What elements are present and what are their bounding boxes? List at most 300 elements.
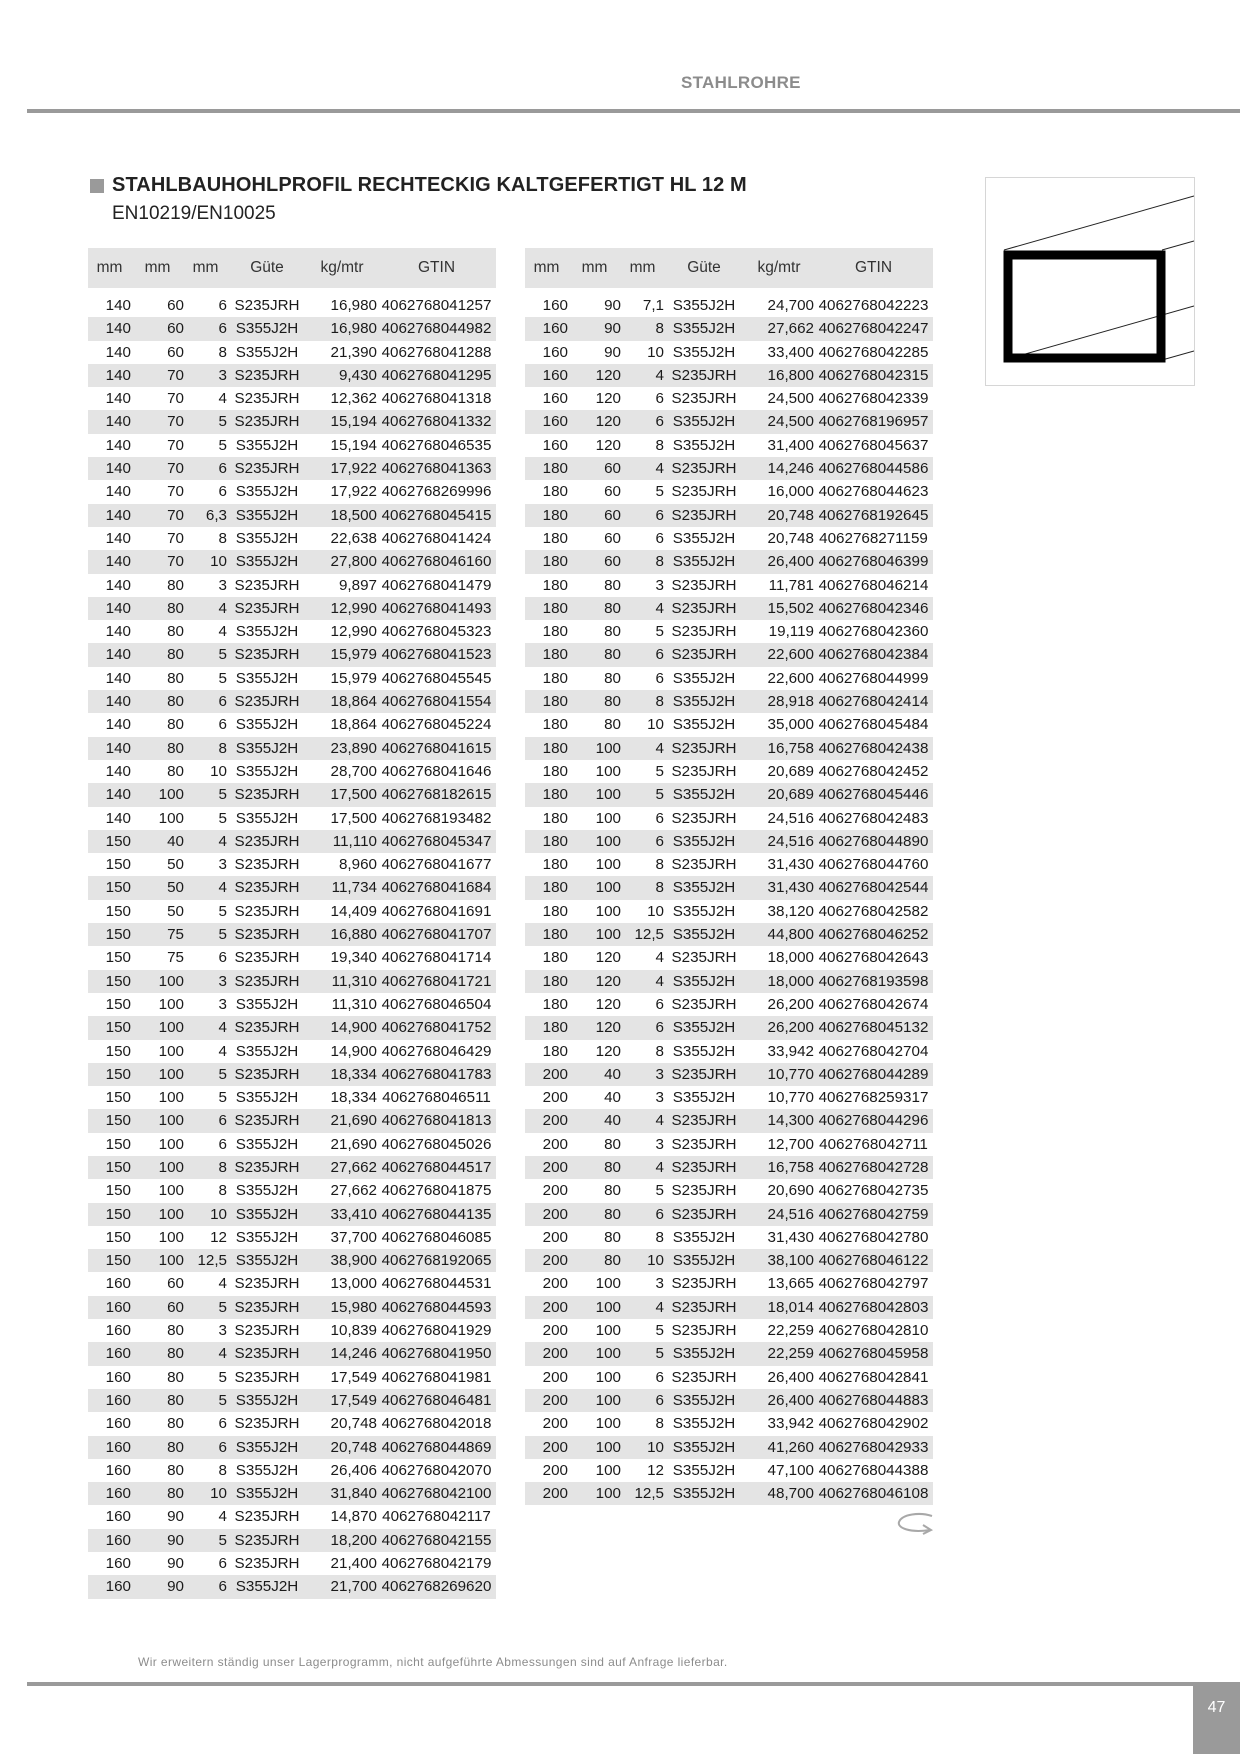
cell-gtin: 4062768042711 (819, 1135, 928, 1153)
cell-gtin: 4062768042902 (818, 1415, 929, 1433)
table-row (88, 387, 496, 410)
cell-height: 200 (542, 1415, 568, 1433)
cell-height: 200 (525, 1249, 568, 1272)
table-row (88, 1436, 496, 1459)
cell-thickness: 6 (184, 317, 227, 340)
cell-grade: S235JRH (227, 364, 307, 387)
cell-height: 200 (525, 1389, 568, 1412)
cell-grade: S355J2H (227, 1482, 307, 1505)
cell-width: 80 (167, 1368, 184, 1386)
cell-thickness: 10 (647, 902, 664, 920)
cell-gtin: 4062768044388 (818, 1461, 929, 1479)
col-header-thickness: mm (184, 248, 227, 291)
cell-thickness: 8 (655, 1415, 664, 1433)
table-row (88, 1016, 496, 1039)
table-row (88, 1179, 496, 1202)
cell-grade: S235JRH (671, 949, 737, 967)
cell-gtin: 4062768045224 (381, 716, 492, 734)
cell-gtin: 4062768042247 (814, 317, 933, 340)
cell-thickness: 6 (184, 1109, 227, 1132)
cell-gtin: 4062768045958 (814, 1342, 933, 1365)
cell-thickness: 3 (655, 1275, 664, 1293)
table-row (525, 1389, 933, 1412)
cell-thickness: 8 (655, 1042, 664, 1060)
cell-gtin: 4062768042728 (814, 1156, 933, 1179)
table-row (88, 807, 496, 830)
cell-weight: 12,990 (330, 623, 377, 641)
cell-thickness: 10 (647, 716, 664, 734)
table-row (88, 783, 496, 806)
cell-height: 160 (105, 1368, 131, 1386)
cell-height: 200 (525, 1342, 568, 1365)
table-row (525, 504, 933, 527)
cell-gtin: 4062768044135 (377, 1203, 496, 1226)
cell-gtin: 4062768041929 (381, 1322, 492, 1340)
cell-width: 80 (167, 762, 184, 780)
cell-width: 100 (568, 1482, 621, 1505)
cell-width: 100 (595, 902, 621, 920)
cell-gtin: 4062768193598 (814, 970, 933, 993)
cell-weight: 14,246 (307, 1342, 377, 1365)
cell-grade: S355J2H (664, 317, 744, 340)
cell-grade: S355J2H (664, 1436, 744, 1459)
cell-grade: S355J2H (664, 830, 744, 853)
table-row (88, 364, 496, 387)
cell-gtin: 4062768269996 (381, 483, 492, 501)
cell-width: 80 (568, 1203, 621, 1226)
cell-thickness: 5 (655, 762, 664, 780)
cell-thickness: 5 (184, 1063, 227, 1086)
cell-width: 60 (604, 483, 621, 501)
cell-width: 60 (568, 457, 621, 480)
cell-weight: 33,942 (767, 1042, 814, 1060)
cell-width: 80 (568, 690, 621, 713)
cell-height: 160 (88, 1389, 131, 1412)
cell-thickness: 8 (218, 529, 227, 547)
cell-width: 75 (131, 923, 184, 946)
profile-diagram (985, 177, 1195, 386)
cell-weight: 18,864 (330, 716, 377, 734)
table-row (525, 574, 933, 597)
cell-weight: 26,400 (767, 1368, 814, 1386)
cell-gtin: 4062768042759 (814, 1203, 933, 1226)
cell-height: 140 (88, 457, 131, 480)
cell-width: 70 (167, 390, 184, 408)
cell-width: 90 (131, 1575, 184, 1598)
cell-width: 70 (167, 483, 184, 501)
cell-height: 150 (88, 1203, 131, 1226)
cell-width: 100 (158, 809, 184, 827)
cell-gtin: 4062768044296 (814, 1109, 933, 1132)
cell-grade: S235JRH (227, 690, 307, 713)
cell-weight: 26,406 (330, 1461, 377, 1479)
cell-thickness: 6 (655, 669, 664, 687)
cell-gtin: 4062768041707 (377, 923, 496, 946)
table-row (88, 900, 496, 923)
cell-width: 120 (568, 970, 621, 993)
cell-grade: S355J2H (235, 669, 299, 687)
cell-thickness: 6 (621, 643, 664, 666)
cell-gtin: 4062768046504 (381, 995, 492, 1013)
cell-grade: S355J2H (235, 623, 299, 641)
table-row (525, 1063, 933, 1086)
cell-height: 140 (105, 483, 131, 501)
cell-gtin: 4062768044593 (377, 1296, 496, 1319)
cell-weight: 24,516 (767, 809, 814, 827)
cell-weight: 17,549 (307, 1389, 377, 1412)
cell-width: 60 (167, 343, 184, 361)
cell-thickness: 5 (184, 1296, 227, 1319)
cell-thickness: 8 (621, 876, 664, 899)
cell-thickness: 6 (621, 1016, 664, 1039)
cell-width: 100 (568, 737, 621, 760)
cell-weight: 19,340 (330, 949, 377, 967)
cell-thickness: 10 (184, 1203, 227, 1226)
cell-grade: S235JRH (671, 1368, 737, 1386)
cell-height: 200 (525, 1436, 568, 1459)
cell-height: 200 (525, 1063, 568, 1086)
col-header-width: mm (568, 248, 621, 291)
cell-height: 140 (88, 643, 131, 666)
cell-width: 120 (568, 364, 621, 387)
cell-width: 120 (568, 1016, 621, 1039)
cell-gtin: 4062768042674 (818, 995, 929, 1013)
cell-height: 140 (88, 291, 131, 317)
table-row (525, 457, 933, 480)
table-row (525, 1272, 933, 1295)
cell-grade: S235JRH (671, 483, 737, 501)
cell-gtin: 4062768041554 (377, 690, 496, 713)
cell-weight: 15,980 (307, 1296, 377, 1319)
cell-grade: S355J2H (227, 504, 307, 527)
cell-thickness: 3 (218, 1322, 227, 1340)
cell-width: 100 (595, 1415, 621, 1433)
cell-height: 140 (88, 597, 131, 620)
cell-weight: 12,990 (307, 597, 377, 620)
cell-width: 80 (167, 1461, 184, 1479)
cell-width: 100 (595, 762, 621, 780)
cell-thickness: 3 (184, 970, 227, 993)
cell-thickness: 12 (210, 1228, 227, 1246)
cell-grade: S235JRH (234, 390, 300, 408)
cell-width: 75 (167, 949, 184, 967)
cell-thickness: 4 (184, 830, 227, 853)
cell-weight: 20,748 (744, 504, 814, 527)
cell-grade: S355J2H (227, 1249, 307, 1272)
cell-height: 200 (525, 1203, 568, 1226)
table-row (88, 690, 496, 713)
cell-height: 180 (525, 690, 568, 713)
cell-width: 80 (568, 597, 621, 620)
cell-height: 180 (542, 762, 568, 780)
cell-grade: S355J2H (664, 690, 744, 713)
cell-grade: S235JRH (664, 643, 744, 666)
cell-grade: S235JRH (671, 623, 737, 641)
cell-thickness: 5 (184, 1389, 227, 1412)
cell-width: 100 (595, 856, 621, 874)
cell-weight: 31,430 (767, 1228, 814, 1246)
cell-grade: S355J2H (227, 1203, 307, 1226)
cell-height: 160 (105, 1555, 131, 1573)
cell-height: 200 (542, 1182, 568, 1200)
cell-height: 160 (88, 1342, 131, 1365)
cell-gtin: 4062768041479 (381, 576, 492, 594)
cell-width: 100 (158, 1135, 184, 1153)
cell-grade: S355J2H (227, 1389, 307, 1412)
cell-width: 100 (158, 995, 184, 1013)
col-header-gtin: GTIN (814, 248, 933, 291)
cell-height: 180 (525, 504, 568, 527)
cell-weight: 24,500 (744, 410, 814, 433)
cell-height: 140 (88, 364, 131, 387)
table-row (88, 1505, 496, 1528)
table-row (88, 760, 496, 783)
cell-gtin: 4062768042155 (377, 1529, 496, 1552)
cell-weight: 18,014 (744, 1296, 814, 1319)
cell-width: 100 (131, 1249, 184, 1272)
cell-width: 100 (568, 1436, 621, 1459)
table-row (525, 830, 933, 853)
profile-table-right (525, 248, 933, 1505)
cell-width: 100 (595, 809, 621, 827)
table-row (88, 1412, 496, 1435)
cell-weight: 22,259 (767, 1322, 814, 1340)
cell-thickness: 4 (621, 970, 664, 993)
cell-thickness: 4 (184, 597, 227, 620)
cell-grade: S235JRH (227, 597, 307, 620)
cell-width: 50 (131, 876, 184, 899)
cell-grade: S355J2H (672, 669, 736, 687)
cell-grade: S235JRH (234, 1368, 300, 1386)
cell-gtin: 4062768046122 (814, 1249, 933, 1272)
table-row (88, 550, 496, 573)
cell-width: 80 (604, 1228, 621, 1246)
cell-gtin: 4062768042810 (818, 1322, 929, 1340)
cell-grade: S235JRH (664, 457, 744, 480)
cell-grade: S355J2H (227, 737, 307, 760)
cell-height: 160 (88, 1575, 131, 1598)
table-row (88, 830, 496, 853)
table-row (88, 1342, 496, 1365)
cell-thickness: 4 (655, 949, 664, 967)
table-row (525, 946, 933, 969)
cell-grade: S355J2H (235, 483, 299, 501)
cell-gtin: 4062768045637 (818, 436, 929, 454)
cell-grade: S355J2H (235, 762, 299, 780)
cell-grade: S355J2H (672, 1228, 736, 1246)
cell-thickness: 6 (218, 949, 227, 967)
cell-gtin: 4062768269620 (377, 1575, 496, 1598)
cell-gtin: 4062768042360 (818, 623, 929, 641)
title-marker (90, 179, 104, 193)
cell-gtin: 4062768042582 (818, 902, 929, 920)
cell-width: 100 (568, 783, 621, 806)
cell-gtin: 4062768271159 (819, 529, 928, 547)
cell-height: 150 (88, 923, 131, 946)
cell-thickness: 5 (621, 1342, 664, 1365)
cell-weight: 11,734 (307, 876, 377, 899)
cell-gtin: 4062768044890 (814, 830, 933, 853)
cell-height: 160 (88, 1482, 131, 1505)
cell-gtin: 4062768041783 (377, 1063, 496, 1086)
cell-grade: S355J2H (235, 1042, 299, 1060)
cell-height: 180 (542, 576, 568, 594)
cell-height: 140 (105, 762, 131, 780)
cell-thickness: 5 (184, 1529, 227, 1552)
col-header-height: mm (88, 248, 131, 291)
cell-height: 150 (88, 1109, 131, 1132)
cell-gtin: 4062768041257 (377, 291, 496, 317)
cell-grade: S235JRH (227, 876, 307, 899)
cell-gtin: 4062768042797 (818, 1275, 929, 1293)
cell-gtin: 4062768046511 (382, 1089, 491, 1107)
cell-height: 160 (525, 291, 568, 317)
cell-weight: 31,430 (744, 876, 814, 899)
cell-height: 180 (525, 830, 568, 853)
cell-thickness: 8 (621, 550, 664, 573)
cell-grade: S355J2H (664, 1389, 744, 1412)
table-row (525, 1016, 933, 1039)
cell-width: 80 (167, 1415, 184, 1433)
cell-gtin: 4062768041332 (377, 410, 496, 433)
cell-weight: 13,000 (330, 1275, 377, 1293)
cell-thickness: 6 (621, 1389, 664, 1412)
cell-gtin: 4062768046108 (814, 1482, 933, 1505)
cell-thickness: 8 (621, 317, 664, 340)
cell-height: 150 (105, 1228, 131, 1246)
cell-thickness: 6 (184, 1436, 227, 1459)
cell-gtin: 4062768045446 (814, 783, 933, 806)
table-row (88, 574, 496, 597)
table-row (525, 876, 933, 899)
cell-weight: 20,689 (744, 783, 814, 806)
cell-gtin: 4062768045484 (818, 716, 929, 734)
cell-width: 120 (595, 949, 621, 967)
cell-height: 150 (88, 830, 131, 853)
cell-thickness: 3 (218, 856, 227, 874)
cell-gtin: 4062768044289 (814, 1063, 933, 1086)
table-row (525, 364, 933, 387)
cell-width: 100 (568, 1296, 621, 1319)
cell-weight: 17,500 (330, 809, 377, 827)
cell-width: 100 (131, 970, 184, 993)
cell-weight: 19,119 (768, 623, 814, 641)
cell-grade: S355J2H (235, 1461, 299, 1479)
table-row (525, 1109, 933, 1132)
table-row (88, 1575, 496, 1598)
cell-thickness: 6 (621, 830, 664, 853)
col-header-thickness: mm (621, 248, 664, 291)
cell-thickness: 8 (218, 1182, 227, 1200)
table-row (525, 1459, 933, 1482)
cell-grade: S235JRH (664, 1203, 744, 1226)
table-row (88, 1133, 496, 1156)
cell-grade: S235JRH (234, 1555, 300, 1573)
cell-thickness: 6 (218, 483, 227, 501)
cell-height: 180 (525, 597, 568, 620)
cell-height: 160 (525, 364, 568, 387)
cell-thickness: 6 (218, 1135, 227, 1153)
cell-width: 100 (568, 1342, 621, 1365)
cell-weight: 17,549 (330, 1368, 377, 1386)
cell-width: 80 (568, 1249, 621, 1272)
cell-weight: 28,918 (744, 690, 814, 713)
cell-thickness: 4 (621, 1296, 664, 1319)
cell-width: 60 (131, 317, 184, 340)
cell-height: 150 (88, 1249, 131, 1272)
table-row (525, 1296, 933, 1319)
cell-gtin: 4062768041615 (377, 737, 496, 760)
cell-weight: 22,638 (330, 529, 377, 547)
cell-weight: 14,409 (330, 902, 377, 920)
cell-width: 80 (568, 1156, 621, 1179)
cell-grade: S235JRH (664, 1109, 744, 1132)
cell-thickness: 3 (621, 1063, 664, 1086)
cell-height: 180 (542, 809, 568, 827)
table-row (88, 923, 496, 946)
cell-grade: S355J2H (672, 1089, 736, 1107)
cell-weight: 23,890 (307, 737, 377, 760)
cell-height: 180 (525, 923, 568, 946)
cell-weight: 20,689 (767, 762, 814, 780)
cell-weight: 18,000 (767, 949, 814, 967)
cell-thickness: 6 (655, 995, 664, 1013)
cell-width: 100 (568, 1389, 621, 1412)
cell-grade: S355J2H (672, 716, 736, 734)
cell-grade: S355J2H (664, 1342, 744, 1365)
col-header-grade: Güte (227, 248, 307, 291)
cell-gtin: 4062768046160 (377, 550, 496, 573)
cell-gtin: 4062768044999 (818, 669, 929, 687)
cell-height: 140 (88, 410, 131, 433)
table-row (88, 1272, 496, 1295)
cell-gtin: 4062768046214 (818, 576, 929, 594)
col-header-weight: kg/mtr (307, 248, 377, 291)
cell-weight: 15,194 (307, 410, 377, 433)
cell-height: 200 (542, 1275, 568, 1293)
top-divider (27, 109, 1240, 113)
cell-height: 160 (105, 1508, 131, 1526)
cell-height: 160 (542, 436, 568, 454)
page-title: STAHLBAUHOHLPROFIL RECHTECKIG KALTGEFERTIGT HL 12 M (112, 174, 747, 196)
cell-width: 80 (131, 1342, 184, 1365)
cell-height: 180 (525, 457, 568, 480)
cell-thickness: 6 (655, 1368, 664, 1386)
table-row (88, 1109, 496, 1132)
cell-width: 80 (131, 1436, 184, 1459)
cell-weight: 24,516 (744, 1203, 814, 1226)
cell-thickness: 4 (218, 623, 227, 641)
cell-weight: 21,700 (307, 1575, 377, 1598)
cell-gtin: 4062768041363 (377, 457, 496, 480)
cell-weight: 14,246 (744, 457, 814, 480)
cell-width: 40 (568, 1063, 621, 1086)
table-row (525, 341, 933, 364)
cell-width: 100 (158, 1228, 184, 1246)
page-number: 47 (1193, 1684, 1240, 1754)
cell-weight: 18,200 (307, 1529, 377, 1552)
cell-gtin: 4062768042483 (818, 809, 929, 827)
cell-width: 60 (131, 1296, 184, 1319)
page-curl-icon[interactable] (896, 1511, 934, 1535)
cell-thickness: 10 (621, 1436, 664, 1459)
cell-gtin: 4062768042438 (814, 737, 933, 760)
cell-width: 80 (167, 576, 184, 594)
cell-weight: 21,390 (330, 343, 377, 361)
cell-width: 100 (131, 1109, 184, 1132)
cell-gtin: 4062768042704 (818, 1042, 929, 1060)
cell-grade: S235JRH (227, 923, 307, 946)
